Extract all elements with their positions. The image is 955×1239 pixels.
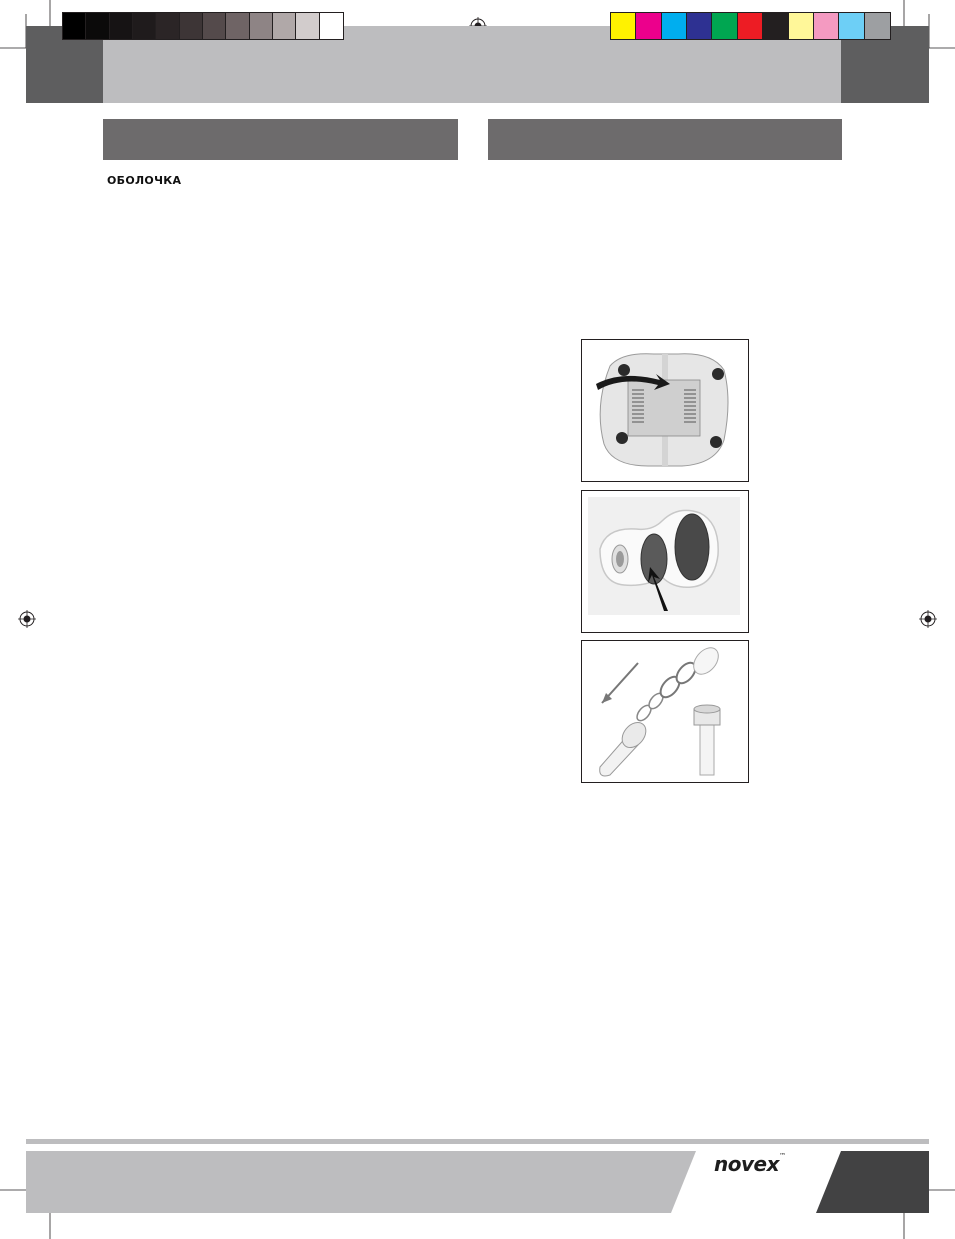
trademark-symbol: ™ [778,1152,786,1160]
photo-parts-diagram [581,640,749,783]
photo-device-bottom [581,339,749,482]
photo-filter-cover [581,490,749,633]
gray-swatch [156,13,179,39]
color-swatch [789,13,814,39]
color-swatch [687,13,712,39]
color-swatch [636,13,661,39]
gray-swatch [273,13,296,39]
section-bar-left [103,119,458,160]
gray-swatch [180,13,203,39]
color-swatch [738,13,763,39]
gray-swatch [203,13,226,39]
gray-swatch [63,13,86,39]
brand-logo [714,1152,785,1176]
footer-divider [26,1139,929,1144]
color-calibration-strip [610,12,891,40]
section-bar-right [488,119,842,160]
grayscale-calibration-strip [62,12,344,40]
color-swatch [865,13,890,39]
color-swatch [839,13,864,39]
gray-swatch [133,13,156,39]
color-swatch [712,13,737,39]
color-swatch [763,13,788,39]
section-title: ОБОЛОЧКА [107,174,182,187]
registration-mark-icon [919,610,937,628]
footer-band [26,1151,929,1213]
gray-swatch [296,13,319,39]
brand-logo-text: novex [714,1152,779,1176]
gray-swatch [226,13,249,39]
gray-swatch [250,13,273,39]
gray-swatch [86,13,109,39]
registration-mark-icon [18,610,36,628]
color-swatch [814,13,839,39]
gray-swatch [320,13,343,39]
color-swatch [611,13,636,39]
gray-swatch [110,13,133,39]
color-swatch [662,13,687,39]
